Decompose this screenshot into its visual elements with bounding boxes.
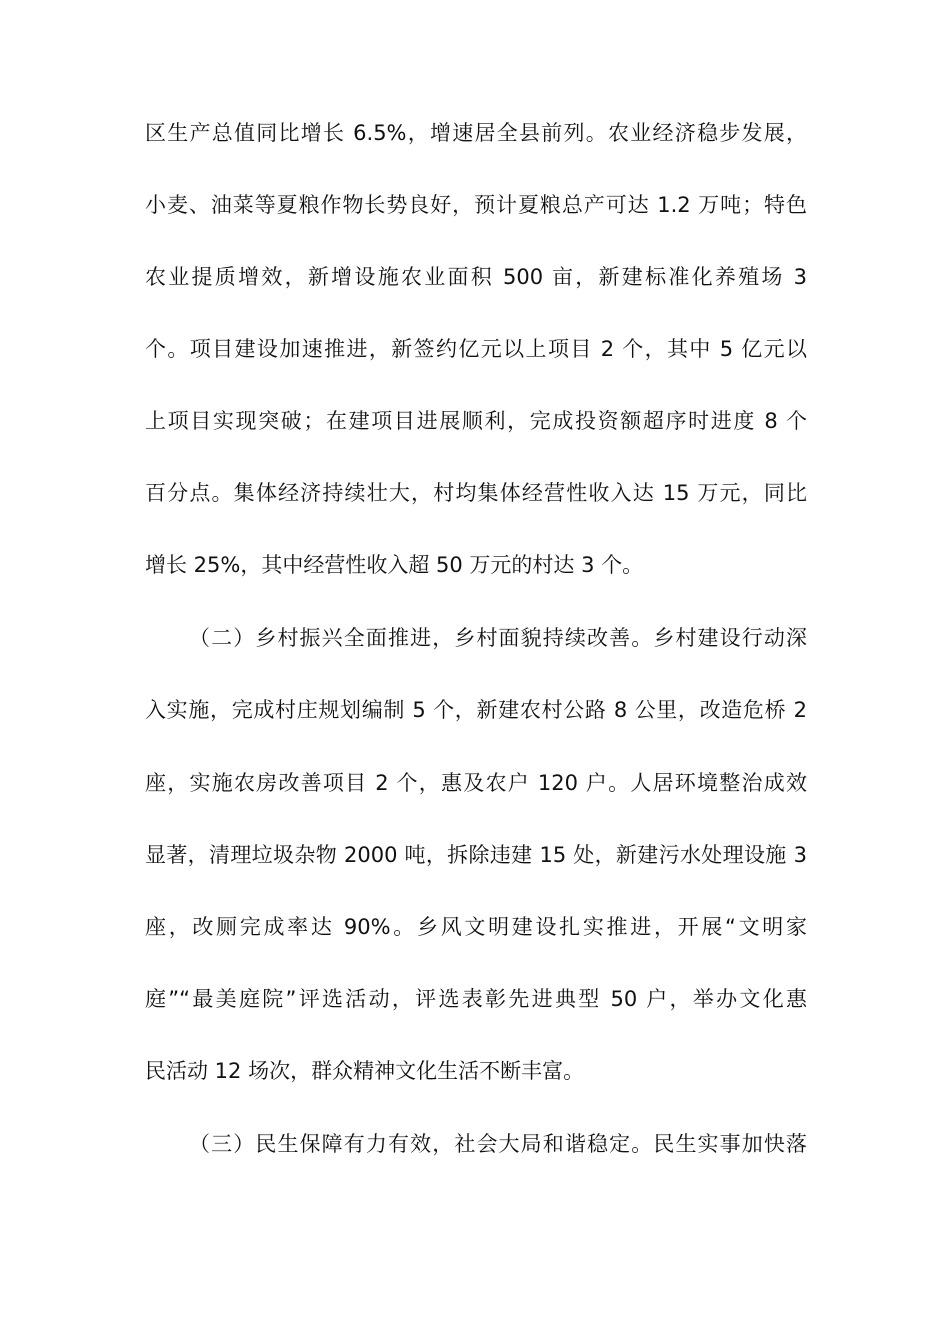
text-line: 增长 25%，其中经营性收入超 50 万元的村达 3 个。: [145, 553, 644, 577]
text-line: 庭”“最美庭院”评选活动，评选表彰先进典型 50 户，举办文化惠: [145, 987, 807, 1011]
text-line: 座，改厕完成率达 90%。乡风文明建设扎实推进，开展“文明家: [145, 915, 807, 939]
text-line: 农业提质增效，新增设施农业面积 500 亩，新建标准化养殖场 3: [145, 265, 807, 289]
text-line: 个。项目建设加速推进，新签约亿元以上项目 2 个，其中 5 亿元以: [145, 337, 807, 361]
text-line: 上项目实现突破；在建项目进展顺利，完成投资额超序时进度 8 个: [145, 409, 807, 433]
text-line: 民活动 12 场次，群众精神文化生活不断丰富。: [145, 1059, 585, 1083]
text-line: 区生产总值同比增长 6.5%，增速居全县前列。农业经济稳步发展，: [145, 121, 807, 145]
section-heading-line: （三）民生保障有力有效，社会大局和谐稳定。民生实事加快落: [189, 1132, 807, 1156]
text-line: 显著，清理垃圾杂物 2000 吨，拆除违建 15 处，新建污水处理设施 3: [145, 843, 807, 867]
text-line: 小麦、油菜等夏粮作物长势良好，预计夏粮总产可达 1.2 万吨；特色: [145, 193, 807, 217]
section-heading-line: （二）乡村振兴全面推进，乡村面貌持续改善。乡村建设行动深: [189, 626, 807, 650]
text-line: 百分点。集体经济持续壮大，村均集体经营性收入达 15 万元，同比: [145, 481, 807, 505]
text-line: 座，实施农房改善项目 2 个，惠及农户 120 户。人居环境整治成效: [145, 771, 807, 795]
text-line: 入实施，完成村庄规划编制 5 个，新建农村公路 8 公里，改造危桥 2: [145, 698, 807, 722]
